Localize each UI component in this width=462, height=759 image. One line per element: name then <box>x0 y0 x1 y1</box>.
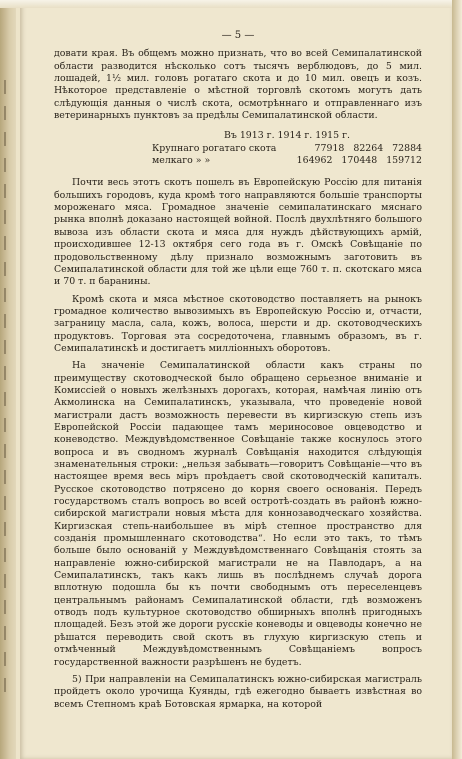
row-label: Крупнаго рогатаго скота <box>152 142 277 154</box>
intro-paragraph: довати края. Въ общемъ можно признать, что во всей Семипалатинской области разводится нѣсколько сотъ тысячъ верблюдовъ, до 5 мил. лошадей, 1½ мил. головъ рогатаго скота и до 10 мил. овецъ и козъ. Нѣкоторое представленіе о мѣстной торговлѣ скотомъ могутъ дать слѣдующія данныя о числѣ скота, осмотрѣннаго и отправленнаго изъ ветеринарныхъ пунктовъ за предѣлы Семипалатинской области. <box>54 48 422 122</box>
cell-1915: 159712 <box>386 155 422 167</box>
paragraph-point-5: 5) При направленіи на Семипалатинскъ южно-сибирская магистраль пройдетъ около урочища Куянды, гдѣ ежегодно бываетъ извѣстная во всемъ Степномъ краѣ Ботовская ярмарка, на которой <box>54 673 422 710</box>
page-number: — 5 — <box>221 30 255 41</box>
paragraph-livestock-products: Кромѣ скота и мяса мѣстное скотоводство поставляетъ на рынокъ громадное количество вывозимыхъ въ Европейскую Россію и, отчасти, заграницу масла, сала, кожъ, волоса, шерсти и др. скотоводческихъ продуктовъ. Торговая эта сосредоточена, главнымъ образомъ, въ г. Семипалатинскѣ и достигаетъ милліонныхъ оборотовъ. <box>54 293 422 354</box>
facing-page-edge-text <box>4 80 16 720</box>
row-label: мелкаго » » <box>152 155 211 167</box>
cell-1913: 164962 <box>296 155 333 167</box>
livestock-table <box>54 130 422 167</box>
paragraph-meat-market: Почти весь этотъ скотъ пошелъ въ Европейскую Россію для питанія большихъ городовъ, куда кромѣ того направляются большіе транспорты мороженаго мяса. Громадное значеніе семипалатинскаго мяснаго рынка вполнѣ доказано настоящей войной. Послѣ двухлѣтняго большого вывоза изъ области скота и мяса для нуждъ дѣйствующихъ армій, происходившее 12-13 октября сего года въ г. Омскѣ Совѣщаніе по продовольственному дѣлу признало возможнымъ заготовить въ Семипалатинской области для той же цѣли еще 760 т. п. скотскаго мяса и 70 т. п баранины. <box>54 177 422 288</box>
row-values <box>291 155 422 167</box>
cell-1914: 82264 <box>353 142 384 154</box>
top-edge <box>0 0 462 8</box>
table-row <box>54 155 422 167</box>
cell-1913: 77918 <box>314 142 345 154</box>
table-header: Въ 1913 г. 1914 г. 1915 г. <box>224 130 350 142</box>
page-text-block <box>54 30 422 716</box>
cell-1914: 170448 <box>341 155 378 167</box>
row-values <box>309 143 422 155</box>
paragraph-railway-commission: На значеніе Семипалатинской области какъ страны по преимуществу скотоводческой было обращено серьезное вниманіе и Комиссіей о новыхъ желѣзныхъ дорогахъ, которая, намѣчая линію отъ Акмолинска на Семипалатинскъ, указывала, что проведеніе новой магистрали дастъ возможность перевести въ киргизскую степь изъ Европейской Россіи падающее тамъ мериносовое овцеводство и коневодство. Междувѣдомственное Совѣщаніе также коснулось этого вопроса и въ сводномъ журналѣ Совѣщанія находится слѣдующія знаменательныя строки: „нельзя забывать—говоритъ Совѣщаніе—что въ настоящее время весь міръ проѣдаетъ свой скотоводческій капиталъ. Русское скотоводство потрясено до корня своего основанія. Передъ государствомъ сталъ вопросъ во всей остротѣ-создать въ районѣ южно-сибирской магистрали новыя мѣста для коннозаводческаго хозяйства. Киргизская степь-наибольшее въ мірѣ степное пространство для созданія промышленнаго скотоводства“. Но если это такъ, то тѣмъ больше было основаній у Междувѣдомственнаго Совѣщанія стоять за направленіе южно-сибирской магистрали не на Павлодаръ, а на Семипалатинскъ, такъ какъ лишь въ послѣднемъ случаѣ дорога вплотную подошла бы къ почти свободнымъ отъ переселенцевъ центральнымъ районамъ Семипалатинской области, гдѣ возможенъ отводъ подъ культурное скотоводство обширныхъ вполнѣ пригодныхъ площадей. Безъ этой же дороги русскіе коневоды и овцеводы конечно не рѣшатся переводить свой скотъ въ глухую киргизскую степь и отмѣченный Междувѣдомственнымъ Совѣщаніемъ вопросъ государственной важности разрѣшенъ не будетъ. <box>54 360 422 668</box>
cell-1915: 72884 <box>392 142 422 154</box>
table-row <box>54 143 422 155</box>
right-edge <box>452 0 462 759</box>
